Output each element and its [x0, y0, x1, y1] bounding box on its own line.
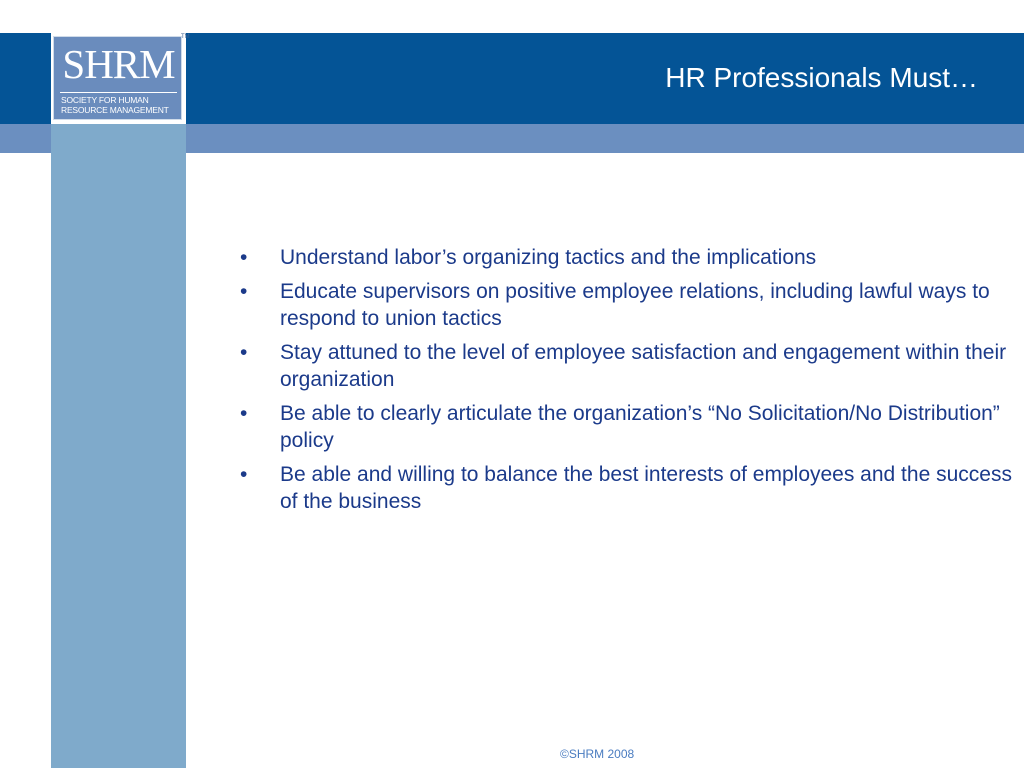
bullet-text: Educate supervisors on positive employee relations, including lawful ways to respond to union tactics [280, 280, 990, 330]
bullet-text: Be able and willing to balance the best interests of employees and the success of the business [280, 463, 1012, 513]
bullet-marker: • [240, 463, 248, 486]
shrm-logo [51, 33, 190, 124]
logo-tagline-line-2: RESOURCE MANAGEMENT [61, 105, 169, 115]
bullet-item [240, 244, 1020, 271]
bullet-text: Be able to clearly articulate the organization’s “No Solicitation/No Distribution” policy [280, 402, 1000, 452]
bullet-marker: • [240, 341, 248, 364]
bullet-item [240, 400, 1020, 454]
bullet-list [240, 244, 1020, 522]
copyright-footer: ©SHRM 2008 [560, 747, 635, 761]
bullet-marker: • [240, 280, 248, 303]
bullet-marker: • [240, 246, 248, 269]
logo-tagline [61, 95, 181, 115]
logo-wordmark: SHRM [62, 41, 175, 87]
slide-title: HR Professionals Must… [665, 62, 978, 93]
bullet-text: Stay attuned to the level of employee satisfaction and engagement within their organization [280, 341, 1007, 391]
bullet-text: Understand labor’s organizing tactics and the implications [280, 246, 817, 269]
bullet-marker: • [240, 402, 248, 425]
bullet-item [240, 339, 1020, 393]
top-strip [0, 0, 1024, 33]
logo-tagline-line-1: SOCIETY FOR HUMAN [61, 95, 149, 105]
logo-divider [60, 92, 177, 93]
trademark-mark: TM [181, 34, 190, 40]
logo-box [53, 36, 182, 120]
bullet-item [240, 278, 1020, 332]
bullet-item [240, 461, 1020, 515]
left-column-band [51, 33, 186, 768]
